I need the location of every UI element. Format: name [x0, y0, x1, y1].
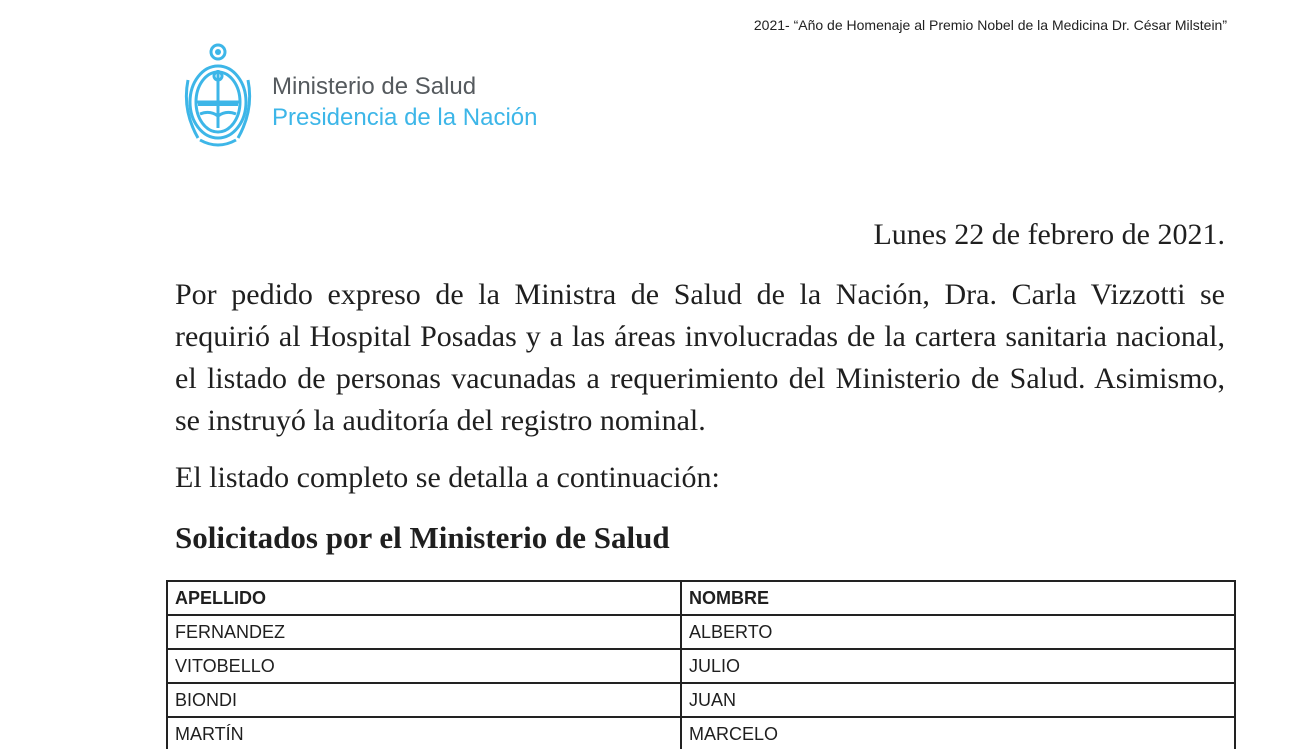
- list-intro: El listado completo se detalla a continuación:: [175, 461, 720, 494]
- ministry-name: Ministerio de Salud: [272, 73, 477, 100]
- table-header-row: [167, 581, 1235, 615]
- cell-apellido: FERNANDEZ: [167, 615, 681, 649]
- column-header-apellido: APELLIDO: [167, 581, 681, 615]
- cell-nombre: MARCELO: [681, 717, 1235, 749]
- section-title: Solicitados por el Ministerio de Salud: [175, 520, 670, 555]
- ministry-header: [272, 72, 538, 134]
- letter-paragraph: Por pedido expreso de la Ministra de Salud de la Nación, Dra. Carla Vizzotti se requirió al Hospital Posadas y a las áreas involucradas de la cartera sanitaria nacional, el listado de personas vacunadas a requerimiento del Ministerio de Salud. Asimismo, se instruyó la auditoría del registro nominal.: [175, 278, 1225, 437]
- vaccinated-list-table: [166, 580, 1236, 749]
- cell-apellido: MARTÍN: [167, 717, 681, 749]
- letter-date: Lunes 22 de febrero de 2021.: [873, 218, 1225, 251]
- cell-apellido: BIONDI: [167, 683, 681, 717]
- year-motto: 2021- “Año de Homenaje al Premio Nobel de la Medicina Dr. César Milstein”: [753, 17, 1227, 33]
- table-row: [167, 649, 1235, 683]
- table-row: [167, 717, 1235, 749]
- cell-nombre: JUAN: [681, 683, 1235, 717]
- cell-nombre: JULIO: [681, 649, 1235, 683]
- column-header-nombre: NOMBRE: [681, 581, 1235, 615]
- table-row: [167, 683, 1235, 717]
- cell-nombre: ALBERTO: [681, 615, 1235, 649]
- table-row: [167, 615, 1235, 649]
- cell-apellido: VITOBELLO: [167, 649, 681, 683]
- ministry-subtitle: Presidencia de la Nación: [272, 104, 538, 131]
- argentina-coat-of-arms-icon: [178, 40, 258, 156]
